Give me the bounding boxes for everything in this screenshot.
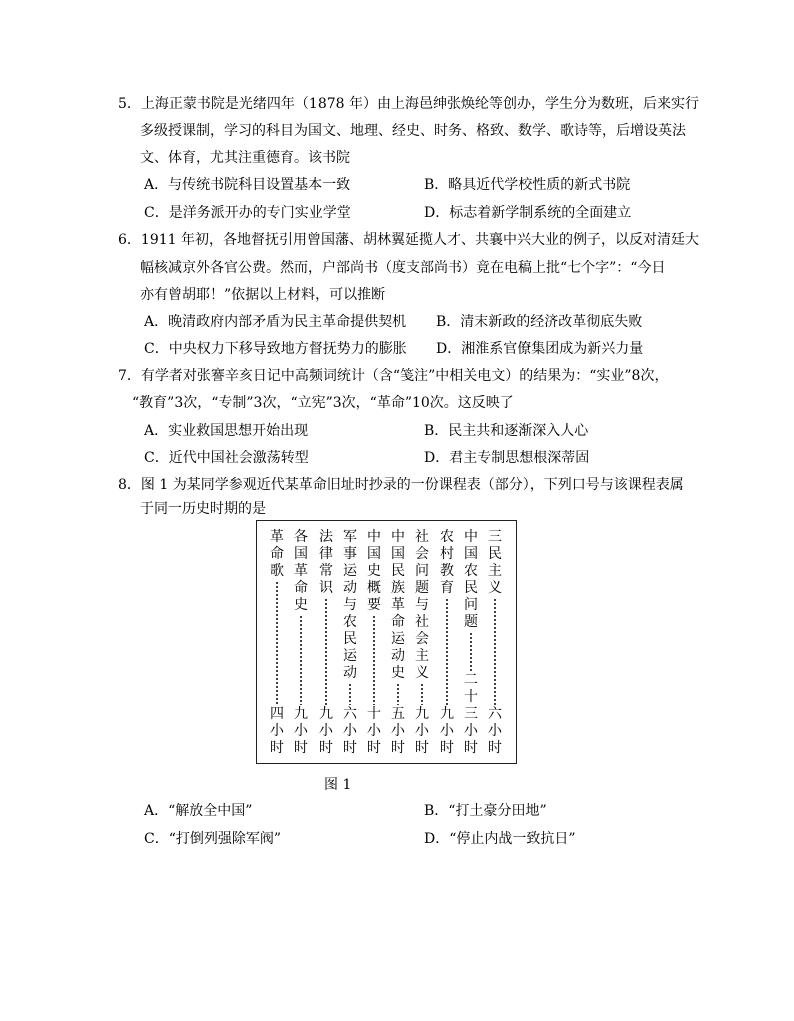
course-column: [413, 529, 431, 757]
q8-option-a[interactable]: A．“解放全中国”: [144, 803, 253, 819]
course-hours: 九 小 时: [319, 706, 333, 756]
course-column: [486, 529, 504, 757]
dot-leader: [276, 581, 278, 705]
q6-stem-line1: 6．1911 年初，各地督抚引用曾国藩、胡林翼延揽人才、共襄中兴大业的例子，以反对清廷大: [118, 232, 699, 248]
q8-option-c[interactable]: C．“打倒列强除军阀”: [144, 831, 282, 847]
dot-leader: [325, 598, 327, 705]
q8-option-b[interactable]: B．“打土豪分田地”: [424, 803, 547, 819]
figure-caption: 图 1: [324, 777, 352, 793]
course-name: 农 村 教 育: [440, 529, 454, 596]
course-name: 法 律 常 识: [319, 529, 333, 596]
course-column: [438, 529, 456, 757]
q5-option-a[interactable]: A．与传统书院科目设置基本一致: [144, 177, 351, 193]
q7-option-b[interactable]: B．民主共和逐渐深入人心: [424, 423, 589, 439]
curriculum-figure: [256, 520, 517, 764]
course-column: [341, 529, 359, 757]
q8-option-d[interactable]: D．“停止内战一致抗日”: [424, 831, 576, 847]
course-hours: 四 小 时: [270, 706, 284, 756]
dot-leader: [373, 615, 375, 705]
course-column: [268, 529, 286, 757]
q7-stem-line1: 7．有学者对张謇辛亥日记中高频词统计（含“笺注”中相关电文）的结果为：“实业”8次，: [118, 368, 669, 384]
dot-leader: [349, 683, 351, 705]
course-name: 三 民 主 义: [488, 529, 502, 596]
q5-option-c[interactable]: C．是洋务派开办的专门实业学堂: [144, 205, 351, 221]
dot-leader: [494, 598, 496, 705]
course-column: [462, 529, 480, 757]
course-name: 革 命 歌: [270, 529, 284, 579]
q6-stem-line2: 幅核减京外各官公费。然而，户部尚书（度支部尚书）竟在电稿上批“七个字”：“今日: [140, 260, 666, 276]
course-hours: 五 小 时: [391, 706, 405, 756]
course-name: 社 会 问 题 与 社 会 主 义: [415, 529, 429, 681]
dot-leader: [421, 683, 423, 705]
course-name: 中 国 农 民 问 题: [464, 529, 478, 630]
course-column: [365, 529, 383, 757]
course-hours: 九 小 时: [415, 706, 429, 756]
q7-option-a[interactable]: A．实业救国思想开始出现: [144, 423, 309, 439]
dot-leader: [300, 615, 302, 705]
course-hours: 九 小 时: [294, 706, 308, 756]
q6-option-b[interactable]: B．清末新政的经济改革彻底失败: [436, 314, 643, 330]
q5-option-b[interactable]: B．略具近代学校性质的新式书院: [424, 177, 631, 193]
course-hours: 二 十 三 小 时: [464, 672, 478, 756]
course-name: 军 事 运 动 与 农 民 运 动: [343, 529, 357, 681]
q8-stem-line2: 于同一历史时期的是: [140, 501, 266, 517]
q5-option-d[interactable]: D．标志着新学制系统的全面建立: [424, 205, 632, 221]
course-hours: 九 小 时: [440, 706, 454, 756]
q5-stem-line2: 多级授课制，学习的科目为国文、地理、经史、时务、格致、数学、歌诗等，后增设英法: [140, 123, 686, 139]
course-name: 中 国 民 族 革 命 运 动 史: [391, 529, 405, 681]
q7-stem-line2: “教育”3次，“专制”3次，“立宪”3次，“革命”10次。这反映了: [132, 395, 514, 411]
q6-option-c[interactable]: C．中央权力下移导致地方督抚势力的膨胀: [144, 341, 407, 357]
q6-option-a[interactable]: A．晚清政府内部矛盾为民主革命提供契机: [144, 314, 407, 330]
q5-stem-line3: 文、体育，尤其注重德育。该书院: [140, 150, 350, 166]
course-name: 各 国 革 命 史: [294, 529, 308, 613]
q7-option-d[interactable]: D．君主专制思想根深蒂固: [424, 450, 590, 466]
q6-stem-line3: 亦有曾胡耶！”依据以上材料，可以推断: [140, 287, 386, 303]
q6-option-d[interactable]: D．湘淮系官僚集团成为新兴力量: [436, 341, 644, 357]
course-hours: 六 小 时: [343, 706, 357, 756]
course-column: [292, 529, 310, 757]
dot-leader: [470, 632, 472, 671]
q7-option-c[interactable]: C．近代中国社会激荡转型: [144, 450, 309, 466]
dot-leader: [397, 683, 399, 705]
course-column: [317, 529, 335, 757]
dot-leader: [446, 598, 448, 705]
course-column: [389, 529, 407, 757]
q5-stem-line1: 5．上海正蒙书院是光绪四年（1878 年）由上海邑绅张焕纶等创办，学生分为数班，后来实行: [118, 96, 699, 112]
course-hours: 十 小 时: [367, 706, 381, 756]
course-name: 中 国 史 概 要: [367, 529, 381, 613]
q8-stem-line1: 8．图 1 为某同学参观近代某革命旧址时抄录的一份课程表（部分），下列口号与该课程表属: [118, 477, 684, 493]
course-hours: 六 小 时: [488, 706, 502, 756]
